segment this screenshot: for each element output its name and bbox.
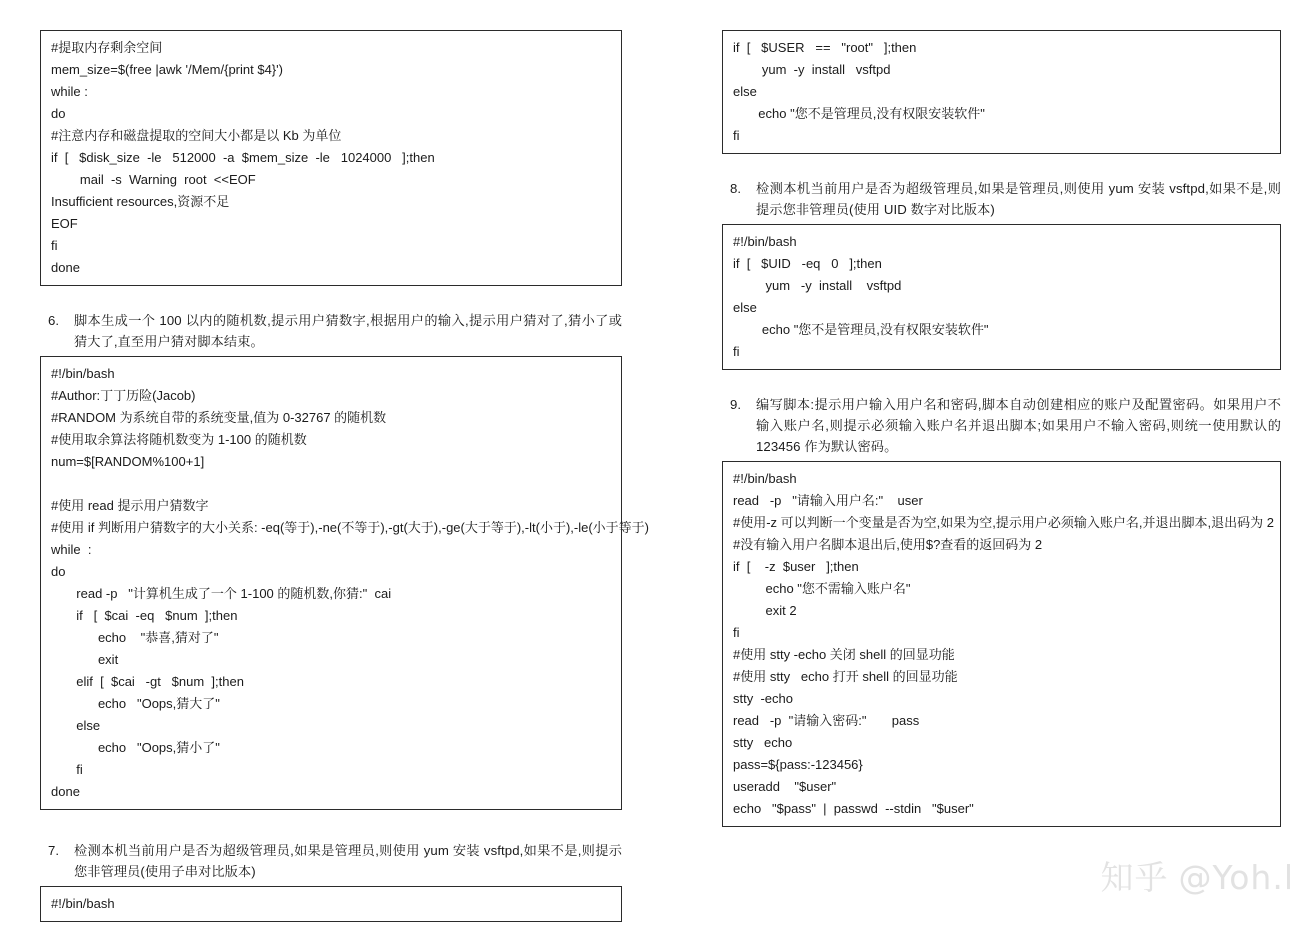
code-line: fi xyxy=(733,625,740,640)
code-line: yum -y install vsftpd xyxy=(733,62,891,77)
code-line: #注意内存和磁盘提取的空间大小都是以 Kb 为单位 xyxy=(51,128,342,143)
code-line: fi xyxy=(51,238,58,253)
code-line: #使用 stty echo 打开 shell 的回显功能 xyxy=(733,669,958,684)
question-8-number: 8. xyxy=(730,181,742,196)
code-line: exit 2 xyxy=(733,603,797,618)
code-line: #没有输入用户名脚本退出后,使用$?查看的返回码为 2 xyxy=(733,537,1043,552)
spacer xyxy=(722,154,1281,178)
code-line: while : xyxy=(51,542,92,557)
question-item-7 xyxy=(40,840,622,882)
code-line: else xyxy=(733,84,757,99)
code-line: while : xyxy=(51,84,88,99)
code-line: read -p "计算机生成了一个 1-100 的随机数,你猜:" cai xyxy=(51,586,392,601)
spacer xyxy=(40,286,622,310)
code-block-memory-disk-monitor xyxy=(40,30,622,286)
spacer xyxy=(722,370,1281,394)
code-line: echo "您不是管理员,没有权限安装软件" xyxy=(733,322,989,337)
code-block-admin-check-string xyxy=(40,886,622,922)
code-line: yum -y install vsftpd xyxy=(733,278,902,293)
code-line xyxy=(41,473,621,495)
code-line: else xyxy=(51,718,101,733)
code-line: #!/bin/bash xyxy=(733,234,797,249)
code-line: echo "$pass" | passwd --stdin "$user" xyxy=(733,801,974,816)
code-line: fi xyxy=(51,762,83,777)
code-block-admin-check-uid xyxy=(722,224,1281,370)
code-line: mail -s Warning root <<EOF xyxy=(51,172,256,187)
question-6-text: 脚本生成一个 100 以内的随机数,提示用户猜数字,根据用户的输入,提示用户猜对了,猜小了或猜大了,直至用户猜对脚本结束。 xyxy=(74,313,622,349)
code-line: #使用 stty -echo 关闭 shell 的回显功能 xyxy=(733,647,955,662)
code-line: do xyxy=(51,106,66,121)
code-line: echo "Oops,猜大了" xyxy=(51,696,220,711)
code-line: else xyxy=(733,300,757,315)
code-line: #!/bin/bash xyxy=(733,471,797,486)
question-9-text: 编写脚本:提示用户输入用户名和密码,脚本自动创建相应的账户及配置密码。如果用户不输入账户名,则提示必须输入账户名并退出脚本;如果用户不输入密码,则统一使用默认的 123456 作为默认密码。 xyxy=(756,397,1281,454)
code-block-guess-number xyxy=(40,356,650,810)
code-line: Insufficient resources,资源不足 xyxy=(51,194,230,209)
code-block-admin-check-string-continued xyxy=(722,30,1281,154)
code-line: if [ -z $user ];then xyxy=(733,559,859,574)
code-line: done xyxy=(51,784,80,799)
code-line: #使用 if 判断用户猜数字的大小关系: -eq(等于),-ne(不等于),-gt(大于),-ge(大于等于),-lt(小于),-le(小于等于) xyxy=(51,520,650,535)
question-8-text: 检测本机当前用户是否为超级管理员,如果是管理员,则使用 yum 安装 vsftpd,如果不是,则提示您非管理员(使用 UID 数字对比版本) xyxy=(756,181,1281,217)
question-7-text: 检测本机当前用户是否为超级管理员,如果是管理员,则使用 yum 安装 vsftpd,如果不是,则提示您非管理员(使用子串对比版本) xyxy=(74,843,622,879)
code-line: EOF xyxy=(51,216,78,231)
code-line: stty -echo xyxy=(733,691,793,706)
code-line: #Author:丁丁历险(Jacob) xyxy=(51,388,196,403)
question-7-number: 7. xyxy=(48,843,60,858)
code-line: exit xyxy=(51,652,119,667)
code-line: done xyxy=(51,260,80,275)
code-line: do xyxy=(51,564,66,579)
code-line: echo "恭喜,猜对了" xyxy=(51,630,219,645)
code-line: if [ $disk_size -le 512000 -a $mem_size -le 1024000 ];then xyxy=(51,150,435,165)
code-line: read -p "请输入密码:" pass xyxy=(733,713,920,728)
question-9-number: 9. xyxy=(730,397,742,412)
zhihu-handle: @Yoh.l xyxy=(1178,858,1294,897)
spacer xyxy=(40,810,622,840)
code-line: #!/bin/bash xyxy=(51,896,115,911)
code-line: if [ $cai -eq $num ];then xyxy=(51,608,238,623)
code-line: fi xyxy=(733,128,740,143)
code-line: #RANDOM 为系统自带的系统变量,值为 0-32767 的随机数 xyxy=(51,410,387,425)
question-item-9 xyxy=(722,394,1281,457)
code-line: read -p "请输入用户名:" user xyxy=(733,493,923,508)
code-line: pass=${pass:-123456} xyxy=(733,757,863,772)
zhihu-watermark xyxy=(1100,858,1294,897)
code-line: echo "Oops,猜小了" xyxy=(51,740,220,755)
code-line: fi xyxy=(733,344,740,359)
question-6-number: 6. xyxy=(48,313,60,328)
question-item-8 xyxy=(722,178,1281,220)
code-line: mem_size=$(free |awk '/Mem/{print $4}') xyxy=(51,62,283,77)
code-line: num=$[RANDOM%100+1] xyxy=(51,454,205,469)
code-line: useradd "$user" xyxy=(733,779,837,794)
code-line: #使用 read 提示用户猜数字 xyxy=(51,498,209,513)
zhihu-logo-text: 知乎 xyxy=(1100,858,1169,897)
code-line: #!/bin/bash xyxy=(51,366,115,381)
code-line: #提取内存剩余空间 xyxy=(51,40,163,55)
code-line: #使用取余算法将随机数变为 1-100 的随机数 xyxy=(51,432,307,447)
code-line: echo "您不是管理员,没有权限安装软件" xyxy=(733,106,985,121)
right-column xyxy=(660,0,1316,928)
code-block-create-user xyxy=(722,461,1281,827)
code-line: #使用-z 可以判断一个变量是否为空,如果为空,提示用户必须输入账户名,并退出脚本,退出码为 2 xyxy=(733,515,1274,530)
code-line: if [ $USER == "root" ];then xyxy=(733,40,917,55)
question-item-6 xyxy=(40,310,622,352)
code-line: elif [ $cai -gt $num ];then xyxy=(51,674,244,689)
code-line: echo "您不需输入账户名" xyxy=(733,581,911,596)
code-line: if [ $UID -eq 0 ];then xyxy=(733,256,882,271)
code-line: stty echo xyxy=(733,735,793,750)
